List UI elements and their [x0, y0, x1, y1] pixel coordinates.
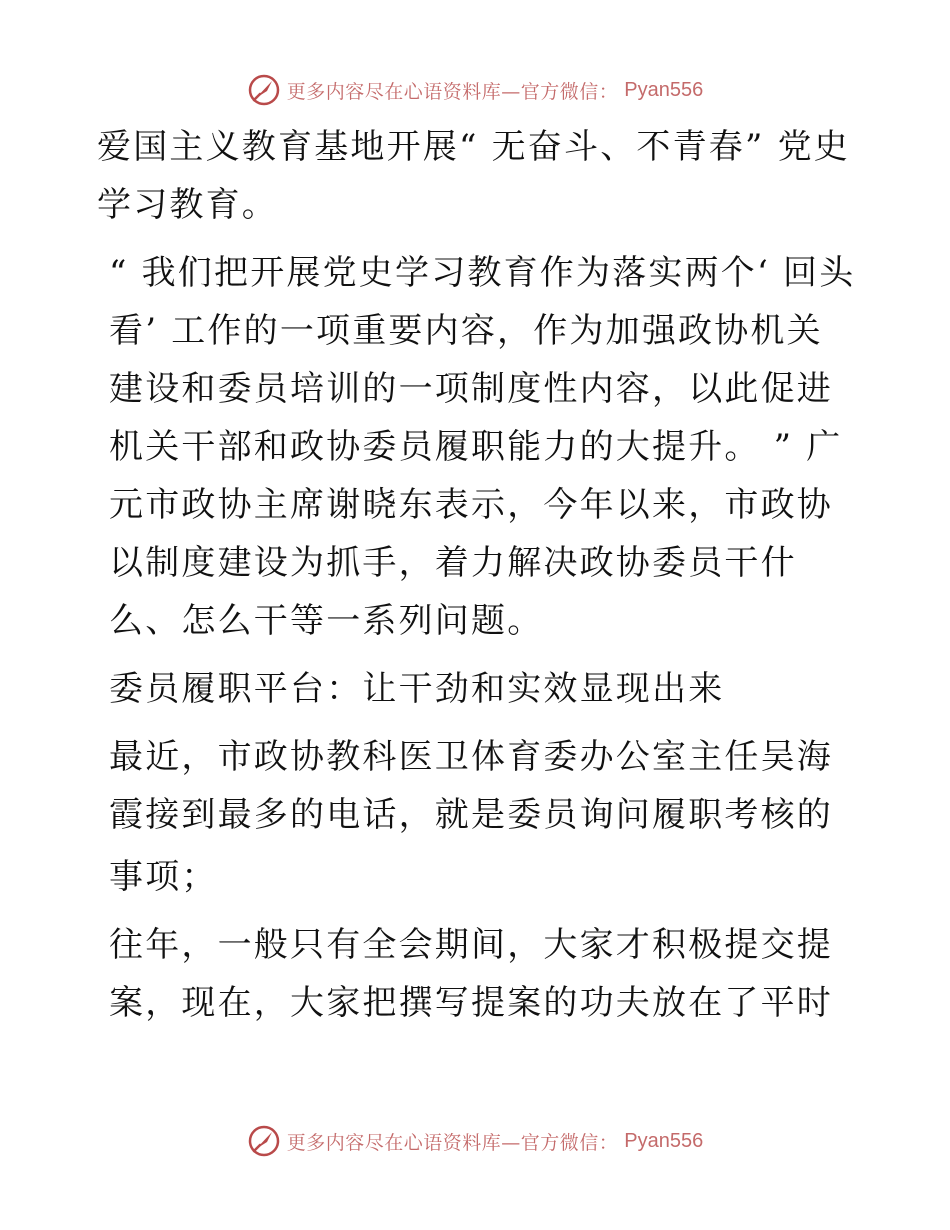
paragraph-5: 往年，一般只有全会期间，大家才积极提交提案，现在，大家把撰写提案的功夫放在了平时 [109, 925, 833, 1023]
watermark-site-text: 更多内容尽在心语资料库—官方微信： [286, 80, 619, 103]
watermark-handle: Pyan556 [624, 1129, 704, 1152]
quill-circle-logo-icon [247, 73, 281, 107]
section-heading: 委员履职平台：让干劲和实效显现出来 [109, 669, 725, 709]
document-body [97, 118, 857, 1042]
quill-circle-logo-icon [247, 1124, 281, 1158]
paragraph-2: “ 我们把开展党史学习教育作为落实两个‘ 回头看’ 工作的一项重要内容，作为加强政协机关建设和委员培训的一项制度性内容，以此促进机关干部和政协委员履职能力的大提升。 ” 广元市政协主席谢晓东表示，今年以来，市政协以制度建设为抓手，着力解决政协委员干什么、怎么干等一系列问题。 [109, 253, 856, 641]
header-watermark [0, 70, 950, 110]
paragraph-1: 爱国主义教育基地开展“ 无奋斗、不青春” 党史学习教育。 [97, 127, 850, 225]
footer-watermark [0, 1121, 950, 1161]
watermark-handle: Pyan556 [624, 78, 704, 101]
paragraph-3: 最近，市政协教科医卫体育委办公室主任吴海霞接到最多的电话，就是委员询问履职考核的 [109, 737, 833, 835]
paragraph-4: 事项； [109, 857, 218, 897]
watermark-site-text: 更多内容尽在心语资料库—官方微信： [286, 1131, 619, 1154]
